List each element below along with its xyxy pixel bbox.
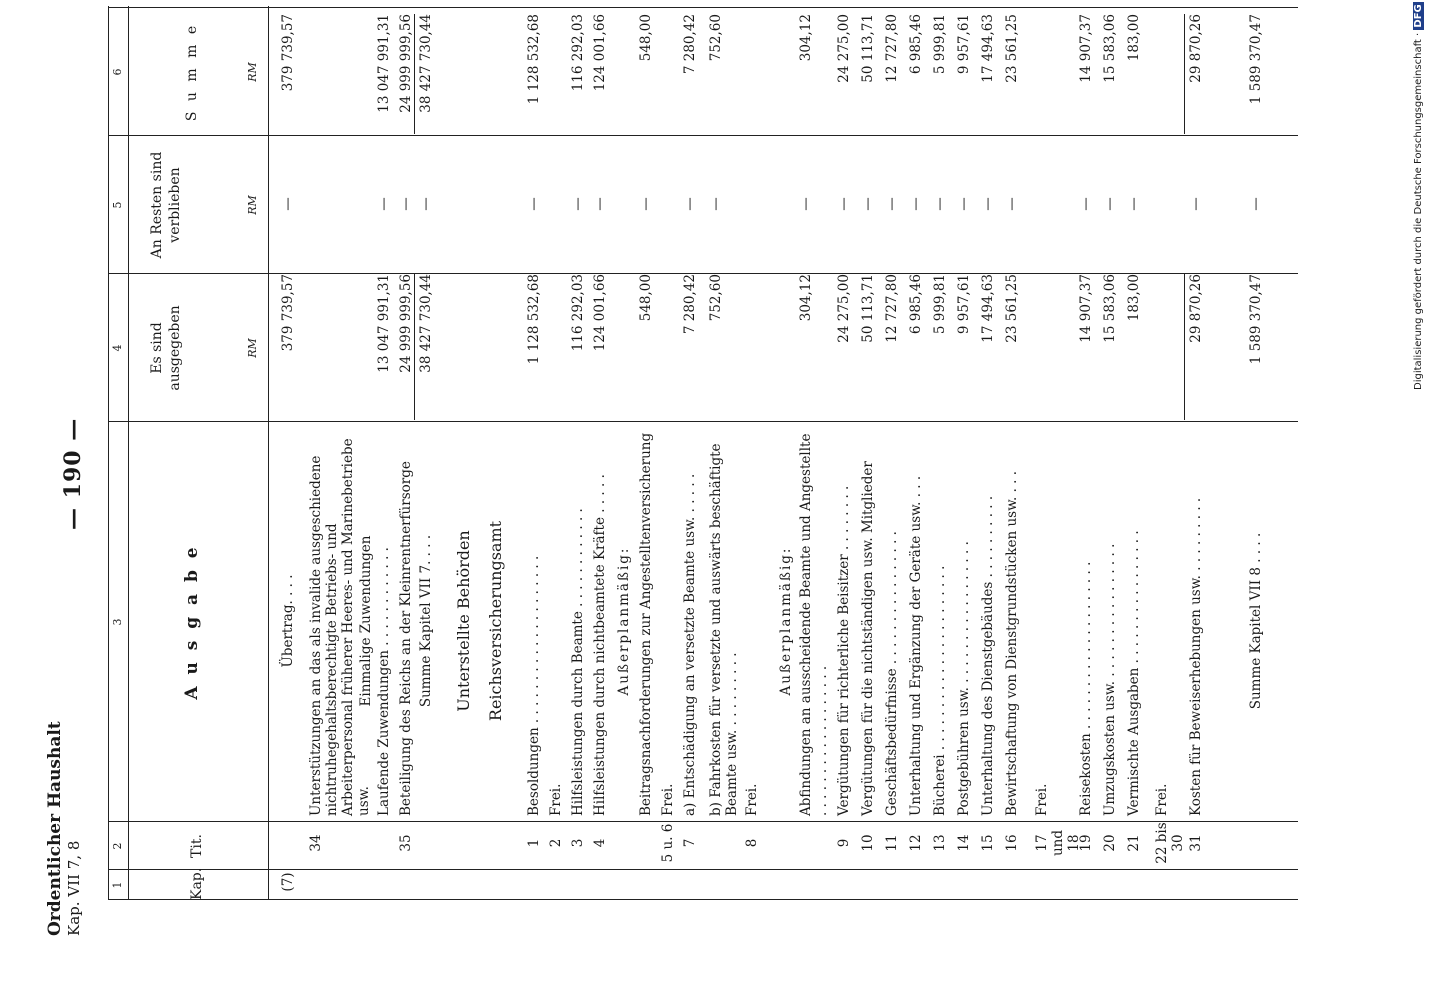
- resten-cell: —: [280, 197, 296, 211]
- summe-cell: 15 583,06: [1102, 14, 1118, 83]
- summe-cell: 116 292,03: [570, 14, 586, 92]
- table-row: [616, 6, 634, 900]
- resten-cell: —: [836, 197, 852, 211]
- ausgegeben-cell: 5 999,81: [932, 274, 948, 335]
- description-cell: Einmalige Zuwendungen: [358, 535, 374, 707]
- summe-cell: 1 128 532,68: [526, 14, 542, 105]
- tit-cell: 20: [1102, 834, 1118, 852]
- header-kap: Kap.: [189, 867, 205, 900]
- ausgegeben-cell: 24 275,00: [836, 274, 852, 343]
- description-cell: Beteiligung des Reichs an der Kleinrentnerfürsorge: [398, 461, 414, 816]
- header-ausgegeben: Es sind ausgegeben: [149, 305, 183, 391]
- ausgegeben-cell: 38 427 730,44: [418, 274, 434, 373]
- description-cell: Außerplanmäßig:: [778, 546, 794, 696]
- table-row: [1154, 6, 1190, 900]
- unit-col4: RM: [246, 338, 259, 358]
- table-row: [1078, 6, 1096, 900]
- resten-cell: —: [1004, 197, 1020, 211]
- summe-cell: 9 957,61: [956, 14, 972, 75]
- resten-cell: —: [1126, 197, 1142, 211]
- digitization-note: [1413, 4, 1431, 390]
- table-row: [638, 6, 656, 900]
- tit-cell: 8: [744, 838, 760, 848]
- description-cell: Bücherei . . . . . . . . . . . . . . . . . . . . . .: [932, 565, 948, 816]
- summe-cell: 13 047 991,31: [376, 14, 392, 113]
- ausgegeben-cell: 379 739,57: [280, 274, 296, 352]
- header-rule: [268, 6, 269, 900]
- resten-cell: —: [980, 197, 996, 211]
- table-row: [1126, 6, 1144, 900]
- resten-cell: —: [376, 197, 392, 211]
- ausgegeben-cell: 13 047 991,31: [376, 274, 392, 373]
- description-cell: Kosten für Beweiserhebungen usw. . . . . . . . . .: [1188, 497, 1204, 816]
- resten-cell: —: [1248, 197, 1264, 211]
- page-number: — 190 —: [60, 417, 86, 530]
- resten-cell: —: [638, 197, 654, 211]
- resten-cell: —: [884, 197, 900, 211]
- resten-cell: —: [908, 197, 924, 211]
- description-cell: Vergütungen für die nichtständigen usw. Mitglieder: [860, 461, 876, 816]
- table-row: [682, 6, 700, 900]
- table-row: [980, 6, 998, 900]
- col-number-6: 6: [111, 68, 124, 76]
- ausgegeben-cell: 50 113,71: [860, 274, 876, 343]
- description-cell: Unterhaltung und Ergänzung der Geräte usw. . . .: [908, 475, 924, 816]
- resten-cell: —: [798, 197, 814, 211]
- resten-cell: —: [1188, 197, 1204, 211]
- unit-col5: RM: [246, 195, 259, 215]
- description-cell: Frei.: [1154, 783, 1170, 816]
- table-row: [932, 6, 950, 900]
- table-row: [418, 6, 436, 900]
- budget-table: [108, 6, 1298, 900]
- table-row: [398, 6, 416, 900]
- description-cell: Hilfsleistungen durch Beamte . . . . . . . . . . . .: [570, 508, 586, 816]
- table-row: [778, 6, 796, 900]
- resten-cell: —: [956, 197, 972, 211]
- tit-cell: 31: [1188, 834, 1204, 852]
- table-row: [488, 6, 514, 900]
- col-number-3: 3: [111, 618, 124, 626]
- ausgegeben-cell: 183,00: [1126, 274, 1142, 322]
- table-row: [376, 6, 394, 900]
- col-number-4: 4: [111, 344, 124, 352]
- description-cell: Unterstützungen an das als invalide ausgeschiedene nichtruhegehaltsberechtigte Betriebs- und Arbeiterpersonal früherer Heeres- und Marinebetriebe usw.: [308, 438, 372, 816]
- table-row: [1248, 6, 1266, 900]
- tit-cell: 22 bis 30: [1154, 822, 1186, 864]
- summe-cell: 24 275,00: [836, 14, 852, 83]
- description-cell: Vergütungen für richterliche Beisitzer . . . . . . . .: [836, 485, 852, 816]
- ausgegeben-cell: 548,00: [638, 274, 654, 322]
- ausgegeben-cell: 29 870,26: [1188, 274, 1204, 343]
- ausgegeben-cell: 304,12: [798, 274, 814, 322]
- resten-cell: —: [592, 197, 608, 211]
- summe-cell: 24 999 999,56: [398, 14, 414, 113]
- summe-cell: 1 589 370,47: [1248, 14, 1264, 105]
- tit-cell: 10: [860, 834, 876, 852]
- table-row: [660, 6, 678, 900]
- description-cell: Summe Kapitel VII 7. . . .: [418, 534, 434, 708]
- document-title: Ordentlicher Haushalt: [45, 721, 65, 936]
- table-row: [884, 6, 902, 900]
- summe-cell: 6 985,46: [908, 14, 924, 75]
- description-cell: Summe Kapitel VII 8 . . . .: [1248, 532, 1264, 710]
- summe-cell: 29 870,26: [1188, 14, 1204, 83]
- description-cell: Vermischte Ausgaben . . . . . . . . . . . . . . . .: [1126, 530, 1142, 816]
- ausgegeben-cell: 9 957,61: [956, 274, 972, 335]
- tit-cell: 11: [884, 834, 900, 852]
- resten-cell: —: [708, 197, 724, 211]
- summe-cell: 12 727,80: [884, 14, 900, 83]
- header-summe: S u m m e: [184, 22, 200, 122]
- top-rule: [108, 6, 109, 900]
- funding-text: Digitalisierung gefördert durch die Deutsche Forschungsgemeinschaft ·: [1413, 32, 1424, 390]
- summe-cell: 183,00: [1126, 14, 1142, 62]
- table-row: [1188, 6, 1206, 900]
- ausgegeben-cell: 124 001,66: [592, 274, 608, 352]
- description-cell: Hilfsleistungen durch nichtbeamtete Kräfte . . . . .: [592, 474, 608, 816]
- description-cell: Unterstellte Behörden: [454, 530, 473, 712]
- table-row: [280, 6, 298, 900]
- description-cell: Postgebühren usw. . . . . . . . . . . . . . . . . .: [956, 541, 972, 816]
- summe-cell: 23 561,25: [1004, 14, 1020, 83]
- description-cell: b) Fahrkosten für versetzte und auswärts beschäftigte Beamte usw. . . . . . . . . .: [708, 443, 740, 816]
- description-cell: Bewirtschaftung von Dienstgrundstücken usw. . . .: [1004, 470, 1020, 816]
- tit-cell: 14: [956, 834, 972, 852]
- description-cell: Beitragsnachforderungen zur Angestelltenversicherung: [638, 432, 654, 816]
- table-row: [836, 6, 854, 900]
- table-row: [956, 6, 974, 900]
- table-row: [744, 6, 762, 900]
- description-cell: Außerplanmäßig:: [616, 546, 632, 696]
- tit-cell: 4: [592, 838, 608, 848]
- header-block: [46, 721, 84, 936]
- tit-cell: 15: [980, 834, 996, 852]
- sum-rule: [414, 14, 415, 134]
- summe-cell: 752,60: [708, 14, 724, 62]
- table-row: [592, 6, 610, 900]
- resten-cell: —: [526, 197, 542, 211]
- tit-cell: 3: [570, 838, 586, 848]
- ausgegeben-cell: 23 561,25: [1004, 274, 1020, 343]
- ausgegeben-cell: 116 292,03: [570, 274, 586, 352]
- ausgegeben-cell: 7 280,42: [682, 274, 698, 335]
- dfg-logo: DFG: [1413, 4, 1424, 28]
- table-row: [1102, 6, 1120, 900]
- description-cell: Abfindungen an ausscheidende Beamte und Angestellte . . . . . . . . . . . . . . . . . .: [798, 433, 830, 816]
- tit-cell: 13: [932, 834, 948, 852]
- ausgegeben-cell: 15 583,06: [1102, 274, 1118, 343]
- summe-cell: 14 907,37: [1078, 14, 1094, 83]
- resten-cell: —: [860, 197, 876, 211]
- tit-cell: 5 u. 6: [660, 823, 676, 863]
- summe-cell: 548,00: [638, 14, 654, 62]
- table-row: [708, 6, 744, 900]
- tit-cell: 1: [526, 838, 542, 848]
- description-cell: Geschäftsbedürfnisse . . . . . . . . . . . . . . . .: [884, 531, 900, 816]
- col-number-1: 1: [111, 881, 124, 889]
- tit-cell: 12: [908, 834, 924, 852]
- resten-cell: —: [932, 197, 948, 211]
- summe-cell: 304,12: [798, 14, 814, 62]
- table-row: [456, 6, 482, 900]
- ausgegeben-cell: 14 907,37: [1078, 274, 1094, 343]
- summe-cell: 5 999,81: [932, 14, 948, 75]
- resten-cell: —: [1102, 197, 1118, 211]
- description-cell: Reichsversicherungsamt: [486, 520, 505, 722]
- ausgegeben-cell: 1 128 532,68: [526, 274, 542, 365]
- ausgegeben-cell: 12 727,80: [884, 274, 900, 343]
- table-row: [798, 6, 834, 900]
- summe-cell: 7 280,42: [682, 14, 698, 75]
- table-row: [570, 6, 588, 900]
- tit-cell: 34: [308, 834, 324, 852]
- description-cell: Besoldungen . . . . . . . . . . . . . . . . . . . .: [526, 555, 542, 816]
- col-number-2: 2: [111, 842, 124, 850]
- tit-cell: 16: [1004, 834, 1020, 852]
- sum-rule: [414, 274, 415, 420]
- tit-cell: 7: [682, 838, 698, 848]
- resten-cell: —: [418, 197, 434, 211]
- header-ausgabe: A u s g a b e: [182, 544, 202, 700]
- kap-cell: (7): [280, 872, 296, 892]
- summe-cell: 17 494,63: [980, 14, 996, 83]
- description-cell: Laufende Zuwendungen . . . . . . . . . . . .: [376, 547, 392, 816]
- table-row: [860, 6, 878, 900]
- description-cell: Frei.: [744, 783, 760, 816]
- summe-cell: 379 739,57: [280, 14, 296, 92]
- tit-cell: 35: [398, 834, 414, 852]
- resten-cell: —: [682, 197, 698, 211]
- resten-cell: —: [398, 197, 414, 211]
- summe-cell: 124 001,66: [592, 14, 608, 92]
- ausgegeben-cell: 6 985,46: [908, 274, 924, 335]
- ausgegeben-cell: 17 494,63: [980, 274, 996, 343]
- description-cell: Unterhaltung des Dienstgebäudes . . . . . . . . . .: [980, 495, 996, 816]
- chapter-subtitle: Kap. VII 7, 8: [65, 840, 83, 936]
- tit-cell: 19: [1078, 834, 1094, 852]
- sum-rule: [1184, 274, 1185, 420]
- unit-col6: RM: [246, 62, 259, 82]
- table-row: [358, 6, 376, 900]
- ausgegeben-cell: 1 589 370,47: [1248, 274, 1264, 365]
- description-cell: Frei.: [1034, 783, 1050, 816]
- resten-cell: —: [570, 197, 586, 211]
- resten-cell: —: [1078, 197, 1094, 211]
- col-number-5: 5: [111, 201, 124, 209]
- ausgegeben-cell: 752,60: [708, 274, 724, 322]
- table-row: [548, 6, 566, 900]
- description-cell: Frei.: [660, 783, 676, 816]
- description-cell: Übertrag. . . .: [280, 574, 296, 668]
- table-row: [1004, 6, 1022, 900]
- sum-rule: [1184, 14, 1185, 134]
- tit-cell: 2: [548, 838, 564, 848]
- table-row: [908, 6, 926, 900]
- ausgegeben-cell: 24 999 999,56: [398, 274, 414, 373]
- tit-cell: 21: [1126, 834, 1142, 852]
- header-tit: Tit.: [189, 834, 205, 858]
- description-cell: Frei.: [548, 783, 564, 816]
- tit-cell: 17 und 18: [1034, 829, 1082, 857]
- summe-cell: 50 113,71: [860, 14, 876, 83]
- colnum-rule: [128, 6, 129, 900]
- table-row: [1034, 6, 1082, 900]
- header-resten: An Resten sind verblieben: [149, 151, 183, 259]
- description-cell: Umzugskosten usw. . . . . . . . . . . . . . . . .: [1102, 543, 1118, 816]
- tit-cell: 9: [836, 838, 852, 848]
- description-cell: Reisekosten . . . . . . . . . . . . . . . . . . . .: [1078, 561, 1094, 816]
- table-row: [526, 6, 544, 900]
- summe-cell: 38 427 730,44: [418, 14, 434, 113]
- description-cell: a) Entschädigung an versetzte Beamte usw. . . . . .: [682, 473, 698, 816]
